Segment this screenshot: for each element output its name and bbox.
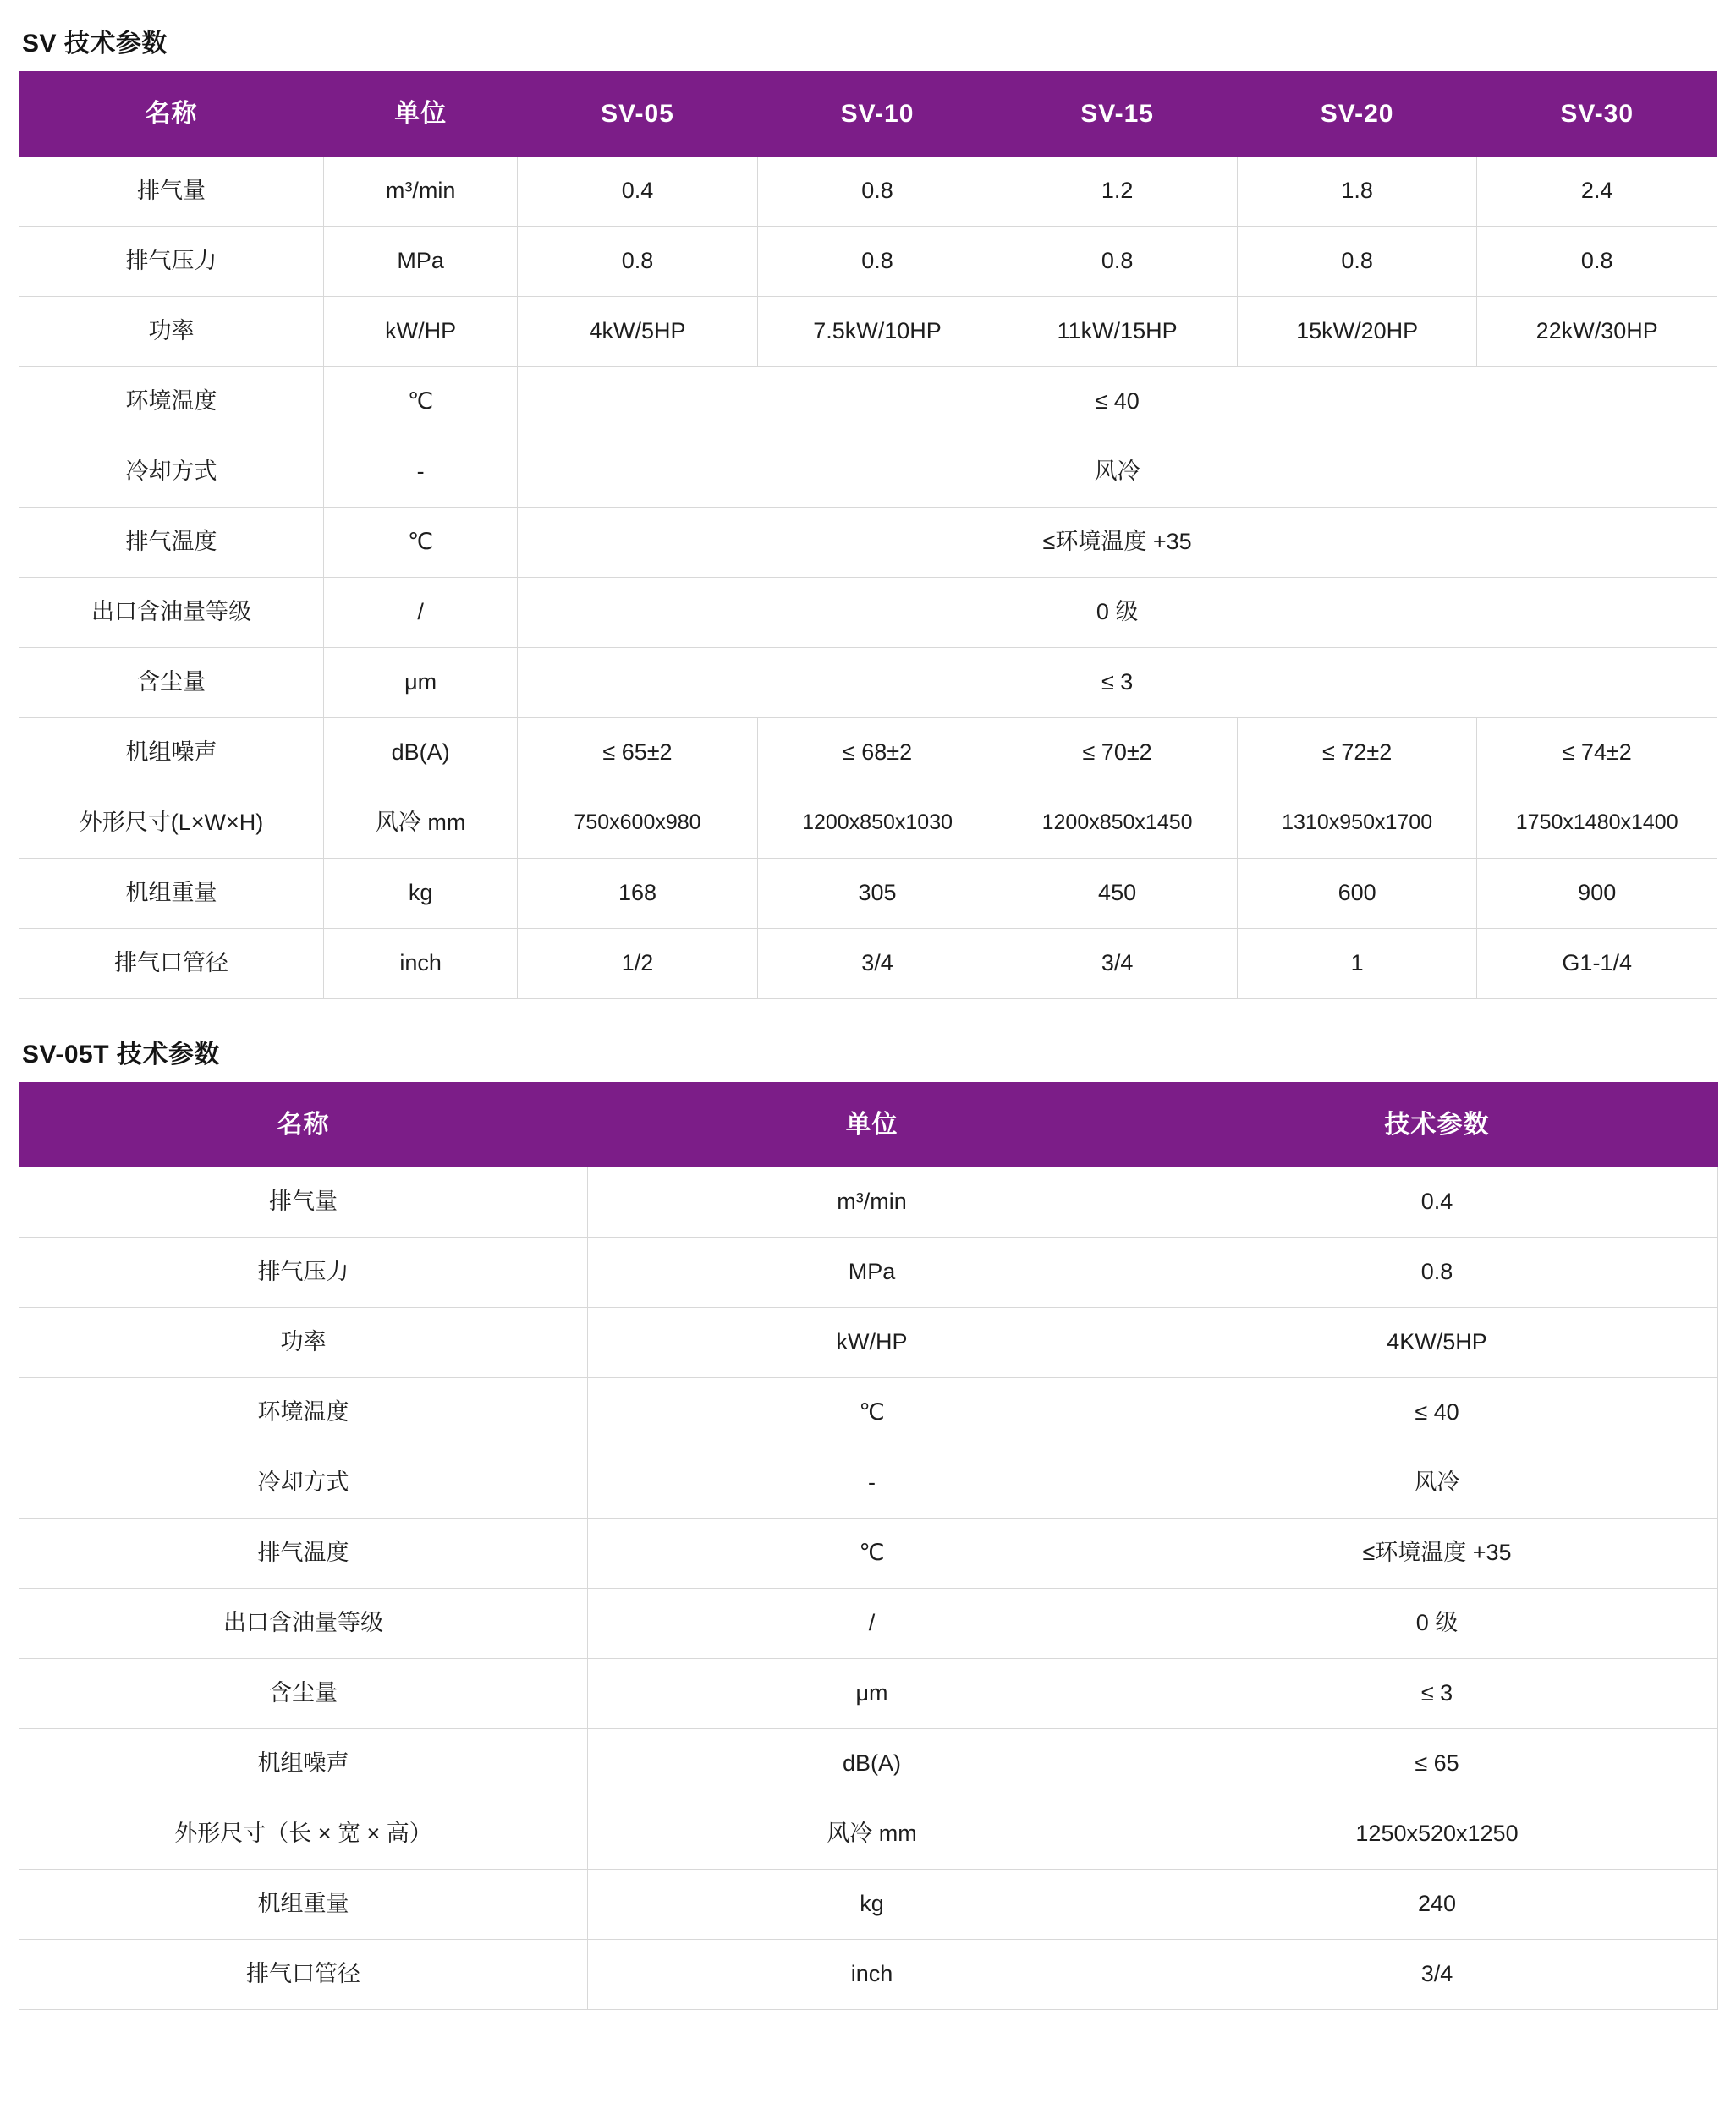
- cell-value: 450: [997, 859, 1238, 929]
- cell-value-merged: 风冷: [518, 437, 1717, 508]
- row-unit: m³/min: [588, 1167, 1156, 1238]
- table-row: [19, 1238, 1718, 1308]
- cell-value: ≤ 65: [1156, 1729, 1718, 1799]
- row-label: 环境温度: [19, 1378, 588, 1448]
- table-row: [19, 1167, 1718, 1238]
- cell-value: 3/4: [997, 929, 1238, 999]
- table-row: [19, 1519, 1718, 1589]
- row-unit: μm: [588, 1659, 1156, 1729]
- table-header-row: [19, 1083, 1718, 1167]
- cell-value: 22kW/30HP: [1477, 297, 1717, 367]
- table-row: [19, 859, 1717, 929]
- cell-value: 风冷: [1156, 1448, 1718, 1519]
- row-unit: inch: [588, 1940, 1156, 2010]
- cell-value: 1.8: [1237, 157, 1477, 227]
- row-label: 机组噪声: [19, 718, 324, 788]
- table-row: [19, 578, 1717, 648]
- cell-value: 1310x950x1700: [1237, 788, 1477, 859]
- column-header-unit: 单位: [323, 72, 517, 157]
- cell-value: 4kW/5HP: [518, 297, 758, 367]
- row-unit: /: [323, 578, 517, 648]
- row-unit: inch: [323, 929, 517, 999]
- cell-value: 0 级: [1156, 1589, 1718, 1659]
- table-row: [19, 297, 1717, 367]
- table-row: [19, 648, 1717, 718]
- row-label: 排气压力: [19, 1238, 588, 1308]
- row-unit: ℃: [588, 1378, 1156, 1448]
- column-header-sv05: SV-05: [518, 72, 758, 157]
- row-unit: dB(A): [588, 1729, 1156, 1799]
- table-row: [19, 437, 1717, 508]
- cell-value: ≤ 72±2: [1237, 718, 1477, 788]
- row-label: 排气量: [19, 1167, 588, 1238]
- row-label: 外形尺寸（长 × 宽 × 高）: [19, 1799, 588, 1870]
- cell-value: 1250x520x1250: [1156, 1799, 1718, 1870]
- cell-value-merged: 0 级: [518, 578, 1717, 648]
- row-label: 排气口管径: [19, 1940, 588, 2010]
- row-label: 含尘量: [19, 648, 324, 718]
- cell-value: 900: [1477, 859, 1717, 929]
- row-unit: 风冷 mm: [323, 788, 517, 859]
- row-unit: kg: [323, 859, 517, 929]
- row-label: 排气温度: [19, 508, 324, 578]
- row-unit: -: [323, 437, 517, 508]
- table-header: [19, 1083, 1718, 1167]
- cell-value: 305: [757, 859, 997, 929]
- row-unit: kW/HP: [323, 297, 517, 367]
- table-row: [19, 1659, 1718, 1729]
- cell-value: 0.8: [1477, 227, 1717, 297]
- cell-value: 3/4: [757, 929, 997, 999]
- table-row: [19, 508, 1717, 578]
- row-label: 外形尺寸(L×W×H): [19, 788, 324, 859]
- cell-value: 11kW/15HP: [997, 297, 1238, 367]
- table-row: [19, 1799, 1718, 1870]
- table-row: [19, 1870, 1718, 1940]
- cell-value: 1.2: [997, 157, 1238, 227]
- row-label: 排气口管径: [19, 929, 324, 999]
- table-row: [19, 1448, 1718, 1519]
- cell-value: 0.8: [518, 227, 758, 297]
- table-row: [19, 718, 1717, 788]
- cell-value: ≤ 68±2: [757, 718, 997, 788]
- row-label: 排气量: [19, 157, 324, 227]
- row-label: 功率: [19, 1308, 588, 1378]
- row-label: 机组重量: [19, 859, 324, 929]
- cell-value: 600: [1237, 859, 1477, 929]
- cell-value: ≤ 70±2: [997, 718, 1238, 788]
- cell-value: 168: [518, 859, 758, 929]
- row-unit: MPa: [588, 1238, 1156, 1308]
- row-unit: m³/min: [323, 157, 517, 227]
- row-unit: kW/HP: [588, 1308, 1156, 1378]
- row-label: 机组噪声: [19, 1729, 588, 1799]
- cell-value: 0.8: [757, 157, 997, 227]
- table-row: [19, 788, 1717, 859]
- cell-value: ≤ 65±2: [518, 718, 758, 788]
- table-row: [19, 1308, 1718, 1378]
- cell-value: 7.5kW/10HP: [757, 297, 997, 367]
- table-header-row: [19, 72, 1717, 157]
- row-label: 出口含油量等级: [19, 578, 324, 648]
- cell-value: 1/2: [518, 929, 758, 999]
- cell-value: 0.8: [757, 227, 997, 297]
- row-label: 排气压力: [19, 227, 324, 297]
- sv05t-parameters-table: [19, 1082, 1718, 2010]
- cell-value: 0.8: [1237, 227, 1477, 297]
- table-row: [19, 367, 1717, 437]
- cell-value: ≤ 3: [1156, 1659, 1718, 1729]
- column-header-name: 名称: [19, 72, 324, 157]
- row-label: 冷却方式: [19, 437, 324, 508]
- table-body: [19, 1167, 1718, 2010]
- table-row: [19, 227, 1717, 297]
- cell-value: 0.8: [997, 227, 1238, 297]
- cell-value-merged: ≤环境温度 +35: [518, 508, 1717, 578]
- cell-value: 4KW/5HP: [1156, 1308, 1718, 1378]
- cell-value: 0.8: [1156, 1238, 1718, 1308]
- column-header-sv30: SV-30: [1477, 72, 1717, 157]
- table-header: [19, 72, 1717, 157]
- row-unit: ℃: [323, 367, 517, 437]
- column-header-sv15: SV-15: [997, 72, 1238, 157]
- sv-parameters-table: [19, 71, 1717, 999]
- row-unit: -: [588, 1448, 1156, 1519]
- column-header-sv10: SV-10: [757, 72, 997, 157]
- cell-value: 750x600x980: [518, 788, 758, 859]
- row-label: 环境温度: [19, 367, 324, 437]
- table-row: [19, 929, 1717, 999]
- row-label: 冷却方式: [19, 1448, 588, 1519]
- row-unit: MPa: [323, 227, 517, 297]
- cell-value: 3/4: [1156, 1940, 1718, 2010]
- table-row: [19, 1378, 1718, 1448]
- cell-value-merged: ≤ 3: [518, 648, 1717, 718]
- table-body: [19, 157, 1717, 999]
- cell-value: 0.4: [1156, 1167, 1718, 1238]
- cell-value: 2.4: [1477, 157, 1717, 227]
- cell-value: 1200x850x1450: [997, 788, 1238, 859]
- row-unit: /: [588, 1589, 1156, 1659]
- cell-value: 1: [1237, 929, 1477, 999]
- row-unit: dB(A): [323, 718, 517, 788]
- row-unit: ℃: [323, 508, 517, 578]
- table-row: [19, 1729, 1718, 1799]
- row-label: 排气温度: [19, 1519, 588, 1589]
- row-unit: ℃: [588, 1519, 1156, 1589]
- row-label: 功率: [19, 297, 324, 367]
- column-header-name: 名称: [19, 1083, 588, 1167]
- row-label: 出口含油量等级: [19, 1589, 588, 1659]
- table-row: [19, 1940, 1718, 2010]
- cell-value: ≤环境温度 +35: [1156, 1519, 1718, 1589]
- row-label: 含尘量: [19, 1659, 588, 1729]
- cell-value: G1-1/4: [1477, 929, 1717, 999]
- cell-value: 15kW/20HP: [1237, 297, 1477, 367]
- row-unit: μm: [323, 648, 517, 718]
- page-title-sv05t: SV-05T 技术参数: [22, 1041, 220, 1068]
- table-row: [19, 1589, 1718, 1659]
- cell-value: 1750x1480x1400: [1477, 788, 1717, 859]
- page-title-sv: SV 技术参数: [22, 30, 168, 58]
- cell-value: ≤ 74±2: [1477, 718, 1717, 788]
- cell-value-merged: ≤ 40: [518, 367, 1717, 437]
- column-header-spec: 技术参数: [1156, 1083, 1718, 1167]
- cell-value: 0.4: [518, 157, 758, 227]
- column-header-unit: 单位: [588, 1083, 1156, 1167]
- column-header-sv20: SV-20: [1237, 72, 1477, 157]
- row-unit: 风冷 mm: [588, 1799, 1156, 1870]
- cell-value: ≤ 40: [1156, 1378, 1718, 1448]
- cell-value: 1200x850x1030: [757, 788, 997, 859]
- row-unit: kg: [588, 1870, 1156, 1940]
- row-label: 机组重量: [19, 1870, 588, 1940]
- cell-value: 240: [1156, 1870, 1718, 1940]
- table-row: [19, 157, 1717, 227]
